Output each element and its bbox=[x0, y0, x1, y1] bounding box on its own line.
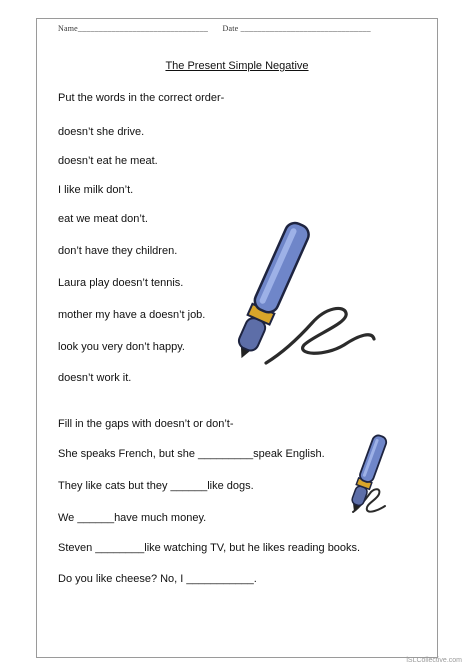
section1-item-8: look you very don’t happy. bbox=[58, 341, 185, 353]
section1-item-7: mother my have a doesn’t job. bbox=[58, 309, 206, 321]
footer-watermark: iSLCollective.com bbox=[406, 657, 462, 664]
section1-item-6: Laura play doesn’t tennis. bbox=[58, 277, 184, 289]
section1-item-9: doesn’t work it. bbox=[58, 372, 132, 384]
worksheet-title: The Present Simple Negative bbox=[165, 60, 309, 72]
section1-item-4: eat we meat don’t. bbox=[58, 213, 148, 225]
name-field-label: Name_______________________________ bbox=[58, 24, 209, 33]
section2-item-5: Do you like cheese? No, I ___________. bbox=[58, 573, 257, 585]
section2-item-2: They like cats but they ______like dogs. bbox=[58, 480, 254, 492]
section2-item-4: Steven ________like watching TV, but he likes reading books. bbox=[58, 542, 361, 554]
section1-item-5: don’t have they children. bbox=[58, 245, 178, 257]
header-fields bbox=[58, 24, 371, 33]
pen-icon bbox=[345, 430, 405, 520]
section1-item-3: I like milk don’t. bbox=[58, 184, 134, 196]
date-field-label: Date _______________________________ bbox=[222, 24, 371, 33]
section1-instruction: Put the words in the correct order- bbox=[58, 92, 225, 104]
section2-instruction: Fill in the gaps with doesn’t or don’t- bbox=[58, 418, 234, 430]
pen-icon bbox=[234, 205, 384, 370]
section1-item-2: doesn’t eat he meat. bbox=[58, 155, 158, 167]
section2-item-1: She speaks French, but she _________speak English. bbox=[58, 448, 325, 460]
section2-item-3: We ______have much money. bbox=[58, 512, 207, 524]
section1-item-1: doesn’t she drive. bbox=[58, 126, 145, 138]
